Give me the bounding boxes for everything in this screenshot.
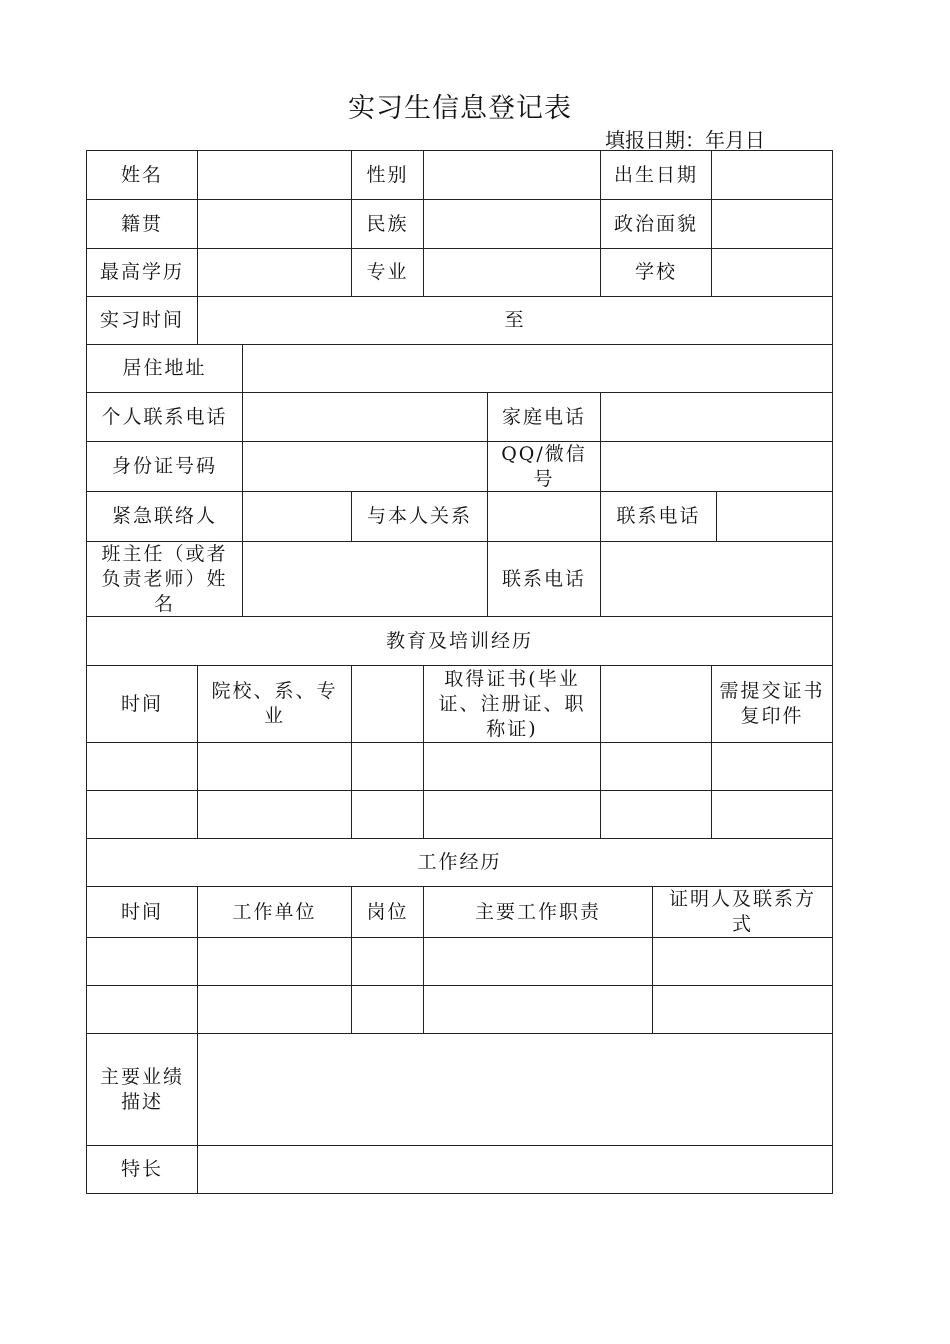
label-birth-date: 出生日期	[600, 150, 712, 200]
label-teacher-name: 班主任（或者负责老师）姓名	[86, 541, 243, 617]
name-field[interactable]	[197, 150, 352, 200]
label-political-status: 政治面貌	[600, 199, 712, 249]
edu-row-2-cell-5[interactable]	[600, 790, 712, 839]
edu-row-2-cell-3[interactable]	[351, 790, 424, 839]
ethnicity-field[interactable]	[423, 199, 601, 249]
label-specialty: 特长	[86, 1145, 198, 1194]
edu-header-school: 院校、系、专业	[197, 665, 352, 743]
work-header-duties: 主要工作职责	[423, 886, 653, 938]
id-number-field[interactable]	[242, 441, 488, 492]
label-personal-phone: 个人联系电话	[86, 392, 243, 442]
form-title: 实习生信息登记表	[348, 93, 572, 124]
edu-row-1-cell-2[interactable]	[197, 742, 352, 791]
emergency-contact-field[interactable]	[242, 491, 352, 542]
label-qq-wechat: QQ/微信号	[487, 441, 601, 492]
label-contact-phone: 联系电话	[600, 491, 717, 542]
political-status-field[interactable]	[711, 199, 833, 249]
school-field[interactable]	[711, 248, 833, 297]
achievements-field[interactable]	[197, 1033, 833, 1146]
education-field[interactable]	[197, 248, 352, 297]
section-work-title: 工作经历	[86, 838, 833, 887]
work-row-1-cell-5[interactable]	[652, 937, 833, 986]
internship-period-field: 至	[197, 296, 833, 345]
label-education: 最高学历	[86, 248, 198, 297]
work-row-1-cell-4[interactable]	[423, 937, 653, 986]
qq-wechat-field[interactable]	[600, 441, 833, 492]
label-achievements: 主要业绩描述	[86, 1033, 198, 1146]
work-row-2-cell-1[interactable]	[86, 985, 198, 1034]
fill-date-label: 填报日期：年月日	[605, 128, 765, 152]
label-internship-period: 实习时间	[86, 296, 198, 345]
birth-date-field[interactable]	[711, 150, 833, 200]
relationship-field[interactable]	[487, 491, 601, 542]
label-name: 姓名	[86, 150, 198, 200]
address-field[interactable]	[242, 344, 833, 393]
section-education-title: 教育及培训经历	[86, 616, 833, 666]
gender-field[interactable]	[423, 150, 601, 200]
edu-header-blank-2	[600, 665, 712, 743]
home-phone-field[interactable]	[600, 392, 833, 442]
label-major: 专业	[351, 248, 424, 297]
work-row-1-cell-3[interactable]	[351, 937, 424, 986]
label-emergency-contact: 紧急联络人	[86, 491, 243, 542]
label-relationship: 与本人关系	[351, 491, 488, 542]
label-address: 居住地址	[86, 344, 243, 393]
edu-header-blank-1	[351, 665, 424, 743]
edu-row-1-cell-6[interactable]	[711, 742, 833, 791]
edu-row-1-cell-4[interactable]	[423, 742, 601, 791]
work-row-1-cell-1[interactable]	[86, 937, 198, 986]
edu-row-2-cell-6[interactable]	[711, 790, 833, 839]
work-row-2-cell-3[interactable]	[351, 985, 424, 1034]
teacher-name-field[interactable]	[242, 541, 488, 617]
contact-phone-field[interactable]	[716, 491, 833, 542]
edu-row-2-cell-4[interactable]	[423, 790, 601, 839]
specialty-field[interactable]	[197, 1145, 833, 1194]
label-teacher-phone: 联系电话	[487, 541, 601, 617]
teacher-phone-field[interactable]	[600, 541, 833, 617]
work-row-1-cell-2[interactable]	[197, 937, 352, 986]
work-header-position: 岗位	[351, 886, 424, 938]
work-header-time: 时间	[86, 886, 198, 938]
label-gender: 性别	[351, 150, 424, 200]
work-header-reference: 证明人及联系方式	[652, 886, 833, 938]
edu-header-certificate: 取得证书(毕业证、注册证、职称证)	[423, 665, 601, 743]
work-row-2-cell-4[interactable]	[423, 985, 653, 1034]
edu-row-1-cell-1[interactable]	[86, 742, 198, 791]
personal-phone-field[interactable]	[242, 392, 488, 442]
work-row-2-cell-5[interactable]	[652, 985, 833, 1034]
edu-header-copy-required: 需提交证书复印件	[711, 665, 833, 743]
edu-row-1-cell-3[interactable]	[351, 742, 424, 791]
label-school: 学校	[600, 248, 712, 297]
label-native-place: 籍贯	[86, 199, 198, 249]
label-id-number: 身份证号码	[86, 441, 243, 492]
label-home-phone: 家庭电话	[487, 392, 601, 442]
major-field[interactable]	[423, 248, 601, 297]
edu-row-2-cell-2[interactable]	[197, 790, 352, 839]
edu-row-2-cell-1[interactable]	[86, 790, 198, 839]
label-ethnicity: 民族	[351, 199, 424, 249]
edu-header-time: 时间	[86, 665, 198, 743]
native-place-field[interactable]	[197, 199, 352, 249]
edu-row-1-cell-5[interactable]	[600, 742, 712, 791]
work-row-2-cell-2[interactable]	[197, 985, 352, 1034]
work-header-employer: 工作单位	[197, 886, 352, 938]
